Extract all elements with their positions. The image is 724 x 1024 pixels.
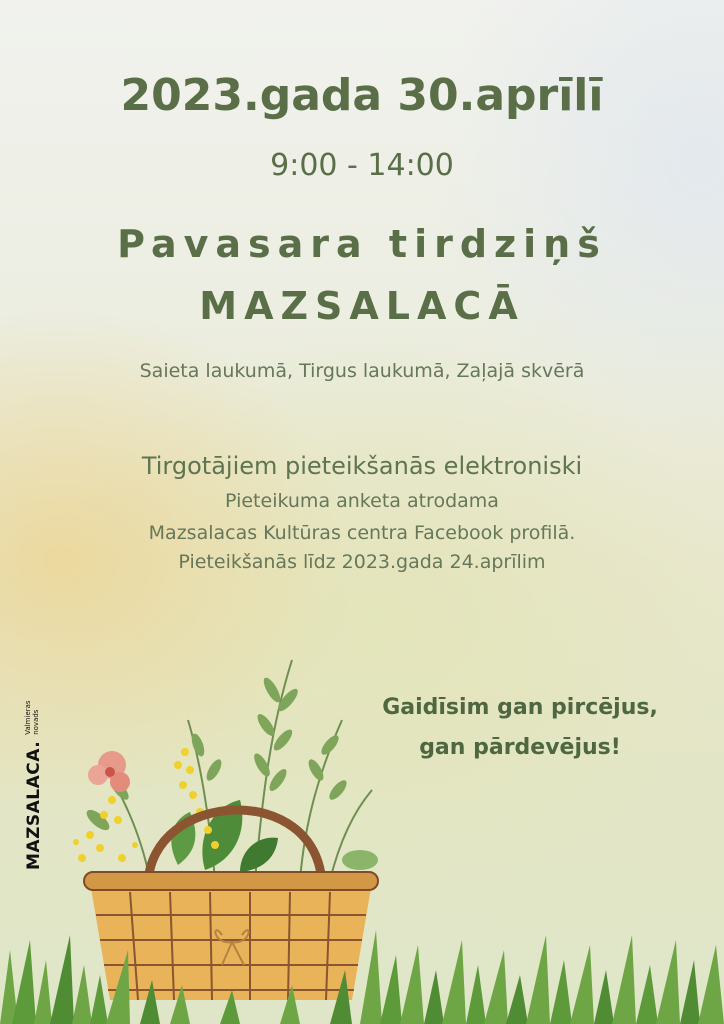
pink-flower: [88, 751, 130, 792]
event-time: 9:00 - 14:00: [270, 148, 454, 183]
logo-wordmark: MAZSALACA.: [24, 740, 44, 870]
vendor-info-line: Pieteikuma anketa atrodama: [225, 490, 499, 512]
herb-branches: [100, 660, 372, 880]
yellow-flowers: [73, 748, 219, 862]
event-title: Pavasara tirdziņš: [117, 222, 607, 266]
mazsalaca-logo: [24, 700, 44, 870]
event-date: 2023.gada 30.aprīlī: [120, 70, 604, 121]
event-location-title: MAZSALACĀ: [199, 284, 525, 328]
vendor-heading: Tirgotājiem pieteikšanās elektroniski: [141, 452, 583, 480]
vendor-deadline: Pieteikšanās līdz 2023.gada 24.aprīlim: [178, 551, 546, 573]
logo-region-line: novads: [32, 709, 40, 735]
logo-region-line: Valmieras: [24, 700, 32, 735]
greeting-line: gan pārdevējus!: [419, 735, 621, 760]
venue-list: Saieta laukumā, Tirgus laukumā, Zaļajā skvērā: [139, 360, 585, 382]
greeting-line: Gaidīsim gan pircējus,: [382, 695, 658, 720]
logo-region: [24, 700, 40, 734]
vendor-info-line: Mazsalacas Kultūras centra Facebook profilā.: [148, 522, 576, 544]
basket-illustration: [0, 640, 724, 1024]
